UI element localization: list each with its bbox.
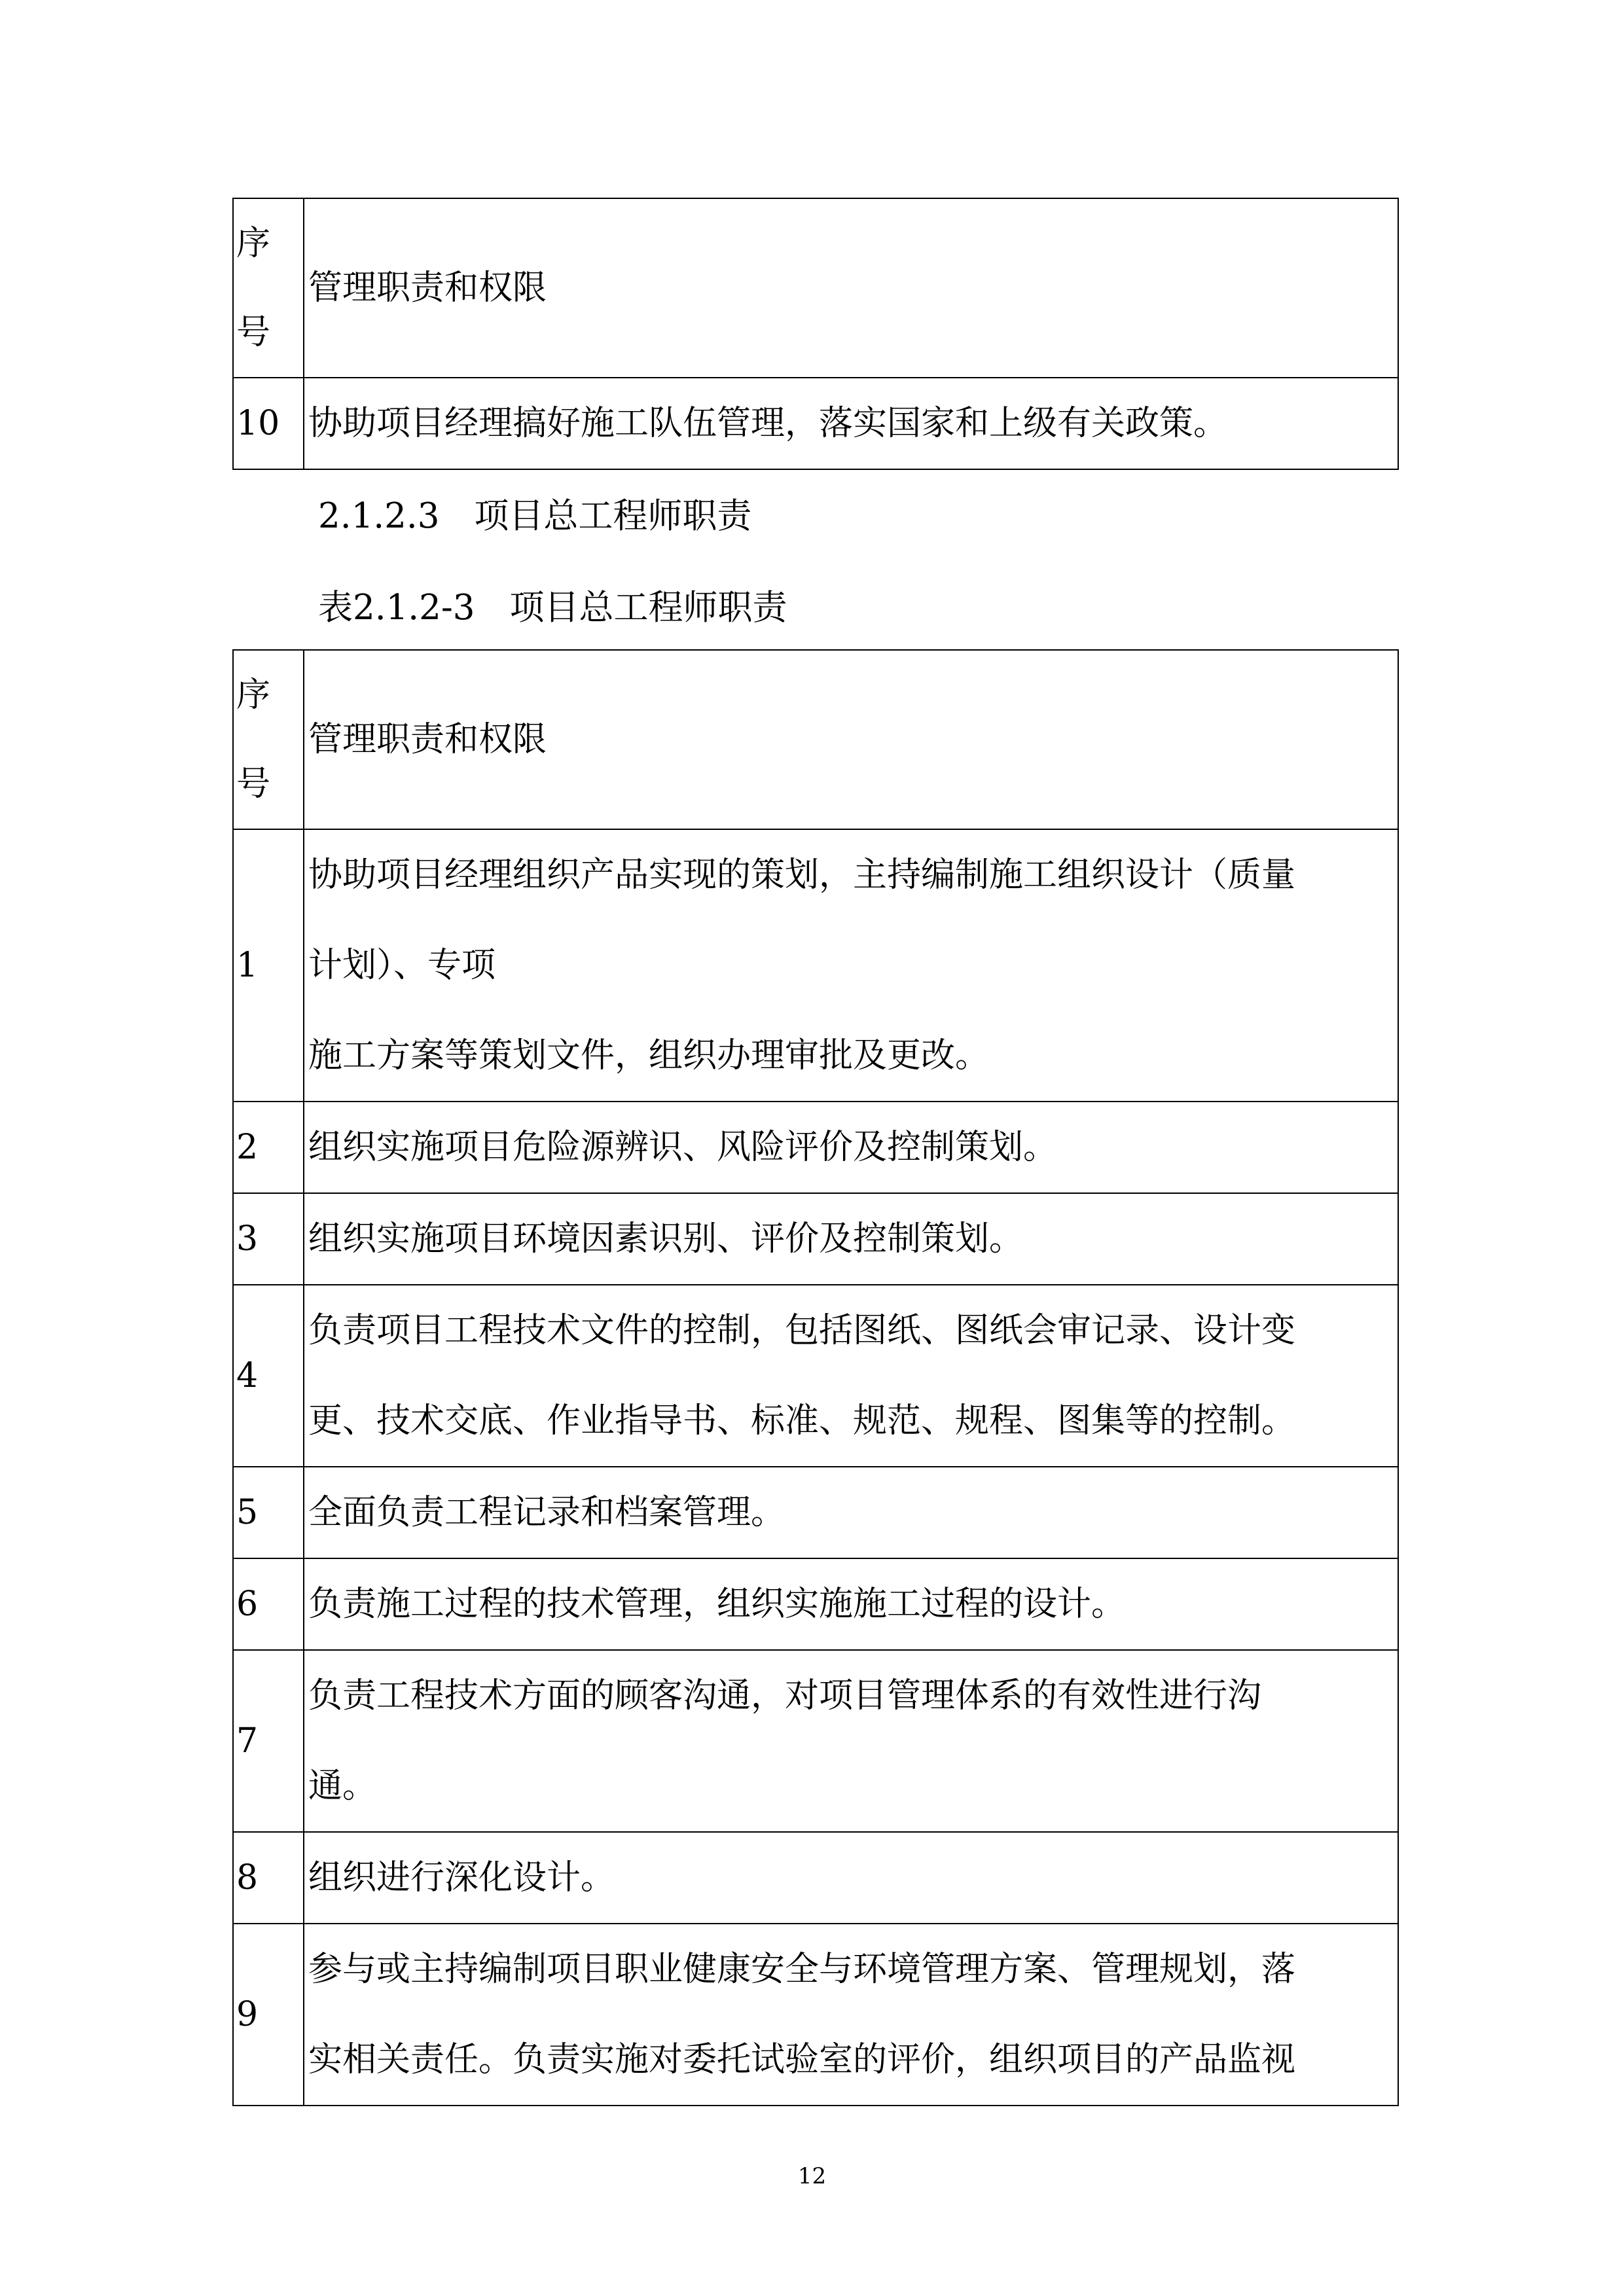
row-text-line: 组织实施项目环境因素识别、评价及控制策划。 xyxy=(308,1219,1024,1259)
table-row xyxy=(233,378,1398,469)
table-chief-engineer-duties xyxy=(232,649,1399,2106)
header-no-char: 序 xyxy=(236,224,271,263)
row-text-line: 组织实施项目危险源辨识、风险评价及控制策划。 xyxy=(308,1128,1058,1167)
row-text xyxy=(304,1558,1398,1650)
row-text xyxy=(304,378,1398,469)
row-number: 7 xyxy=(233,1650,304,1832)
row-number: 3 xyxy=(233,1193,304,1285)
row-text-line: 负责工程技术方面的顾客沟通，对项目管理体系的有效性进行沟 xyxy=(308,1676,1262,1715)
row-text xyxy=(304,1924,1398,2106)
row-number: 9 xyxy=(233,1924,304,2106)
table-header-row xyxy=(233,650,1398,829)
row-number: 5 xyxy=(233,1467,304,1558)
table-row xyxy=(233,1467,1398,1558)
row-text-line: 负责施工过程的技术管理，组织实施施工过程的设计。 xyxy=(308,1585,1126,1624)
section-heading: 2.1.2.3 项目总工程师职责 xyxy=(318,496,752,536)
row-text-line: 更、技术交底、作业指导书、标准、规范、规程、图集等的控制。 xyxy=(308,1401,1296,1441)
row-text xyxy=(304,1832,1398,1924)
row-text xyxy=(304,1650,1398,1832)
row-text xyxy=(304,1467,1398,1558)
row-number: 8 xyxy=(233,1832,304,1924)
row-text xyxy=(304,1285,1398,1467)
row-number: 4 xyxy=(233,1285,304,1467)
row-number: 1 xyxy=(233,829,304,1102)
row-text-line: 全面负责工程记录和档案管理。 xyxy=(308,1493,785,1532)
table-row xyxy=(233,1285,1398,1467)
row-text-line: 协助项目经理搞好施工队伍管理，落实国家和上级有关政策。 xyxy=(308,404,1228,443)
row-text xyxy=(304,829,1398,1102)
header-cell-no xyxy=(233,198,304,378)
table-row xyxy=(233,1193,1398,1285)
row-text-line: 计划）、专项 xyxy=(308,946,496,985)
page-number: 12 xyxy=(797,2163,827,2189)
row-text xyxy=(304,1102,1398,1193)
row-text xyxy=(304,1193,1398,1285)
row-text-line: 通。 xyxy=(308,1767,377,1806)
row-text-line: 协助项目经理组织产品实现的策划，主持编制施工组织设计（质量 xyxy=(308,855,1296,895)
header-no-char: 号 xyxy=(236,764,271,804)
table-row xyxy=(233,1102,1398,1193)
table-row xyxy=(233,829,1398,1102)
table-row xyxy=(233,1924,1398,2106)
table-row xyxy=(233,1558,1398,1650)
header-no-char: 序 xyxy=(236,675,271,715)
header-cell-duty: 管理职责和权限 xyxy=(304,198,1398,378)
header-cell-no xyxy=(233,650,304,829)
row-text-line: 参与或主持编制项目职业健康安全与环境管理方案、管理规划，落 xyxy=(308,1950,1296,1989)
table-row xyxy=(233,1650,1398,1832)
row-text-line: 组织进行深化设计。 xyxy=(308,1858,615,1897)
table-row xyxy=(233,1832,1398,1924)
header-cell-duty: 管理职责和权限 xyxy=(304,650,1398,829)
row-text-line: 施工方案等策划文件，组织办理审批及更改。 xyxy=(308,1036,990,1075)
table-duty-continued xyxy=(232,198,1399,470)
table-caption: 表2.1.2-3 项目总工程师职责 xyxy=(318,588,787,628)
row-text-line: 负责项目工程技术文件的控制，包括图纸、图纸会审记录、设计变 xyxy=(308,1311,1296,1350)
header-no-char: 号 xyxy=(236,313,271,352)
table-header-row xyxy=(233,198,1398,378)
row-text-line: 实相关责任。负责实施对委托试验室的评价，组织项目的产品监视 xyxy=(308,2040,1296,2079)
row-number: 6 xyxy=(233,1558,304,1650)
row-number: 2 xyxy=(233,1102,304,1193)
row-number: 10 xyxy=(233,378,304,469)
